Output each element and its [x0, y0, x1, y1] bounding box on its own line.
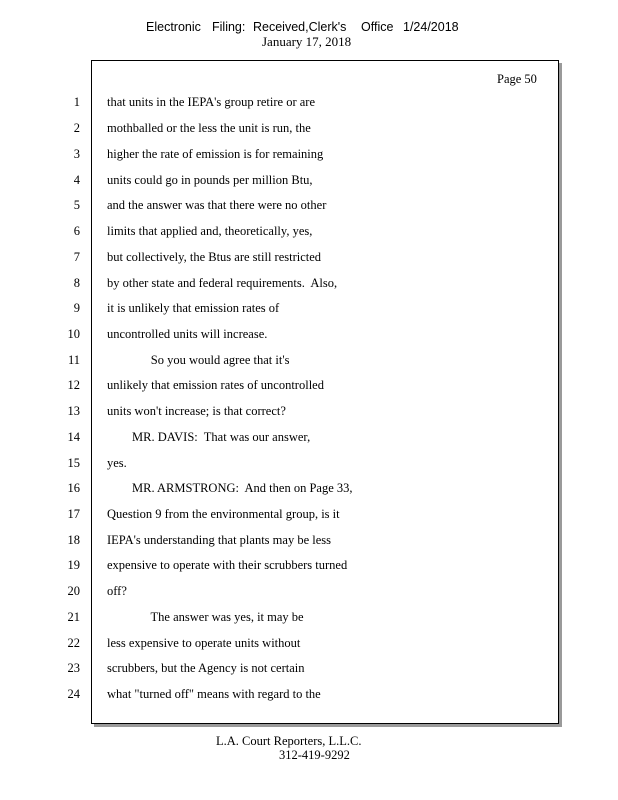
transcript-line: The answer was yes, it may be — [107, 610, 304, 624]
header-office: Office — [361, 20, 394, 34]
line-number: 16 — [67, 481, 80, 495]
transcript-line: Question 9 from the environmental group, is it — [107, 507, 340, 521]
line-number: 21 — [67, 610, 80, 624]
line-number: 23 — [67, 661, 80, 675]
line-number: 19 — [67, 558, 80, 572]
header-filing: Filing: — [212, 20, 246, 34]
line-number: 6 — [73, 224, 80, 238]
transcript-line: off? — [107, 584, 127, 598]
hearing-date: January 17, 2018 — [262, 34, 352, 49]
line-number: 7 — [73, 250, 80, 264]
line-number: 10 — [67, 327, 80, 341]
transcript-line: MR. DAVIS: That was our answer, — [107, 430, 311, 444]
transcript-line: that units in the IEPA's group retire or are — [107, 95, 315, 109]
line-number: 8 — [73, 276, 80, 290]
transcript-line: scrubbers, but the Agency is not certain — [107, 661, 305, 675]
line-number: 3 — [73, 147, 80, 161]
line-number: 12 — [67, 378, 80, 392]
line-number: 4 — [73, 173, 80, 187]
transcript-line: uncontrolled units will increase. — [107, 327, 268, 341]
line-number: 18 — [67, 533, 80, 547]
header-electronic: Electronic — [146, 20, 201, 34]
line-number: 15 — [67, 456, 80, 470]
transcript-line: higher the rate of emission is for remaining — [107, 147, 324, 161]
transcript-line: expensive to operate with their scrubbers turned — [107, 558, 348, 572]
transcript-line: units could go in pounds per million Btu, — [107, 173, 313, 187]
footer-company: L.A. Court Reporters, L.L.C. — [216, 734, 362, 748]
transcript-line: unlikely that emission rates of uncontrolled — [107, 378, 324, 392]
line-number: 13 — [67, 404, 80, 418]
page-number: Page 50 — [497, 72, 537, 86]
line-number: 14 — [67, 430, 80, 444]
line-number: 9 — [73, 301, 80, 315]
header-file-date: 1/24/2018 — [403, 20, 459, 34]
transcript-line: and the answer was that there were no other — [107, 198, 327, 212]
line-number: 20 — [67, 584, 80, 598]
transcript-line: mothballed or the less the unit is run, the — [107, 121, 311, 135]
line-number: 17 — [67, 507, 80, 521]
transcript-line: IEPA's understanding that plants may be less — [107, 533, 331, 547]
transcript-line: less expensive to operate units without — [107, 636, 301, 650]
line-number: 5 — [73, 198, 80, 212]
header-received-clerks: Received,Clerk's — [253, 20, 347, 34]
transcript-line: MR. ARMSTRONG: And then on Page 33, — [107, 481, 353, 495]
transcript-line: So you would agree that it's — [107, 353, 290, 367]
transcript-line: limits that applied and, theoretically, yes, — [107, 224, 313, 238]
transcript-line: yes. — [107, 456, 127, 470]
transcript-line: but collectively, the Btus are still restricted — [107, 250, 322, 264]
transcript-line: it is unlikely that emission rates of — [107, 301, 280, 315]
transcript-line: units won't increase; is that correct? — [107, 404, 286, 418]
line-number: 11 — [67, 353, 80, 367]
line-number: 22 — [67, 636, 80, 650]
line-number: 1 — [73, 95, 80, 109]
footer-phone: 312-419-9292 — [279, 748, 350, 762]
transcript-line: what "turned off" means with regard to the — [107, 687, 321, 701]
transcript-line: by other state and federal requirements. Also, — [107, 276, 338, 290]
line-number: 24 — [67, 687, 80, 701]
line-number: 2 — [73, 121, 80, 135]
